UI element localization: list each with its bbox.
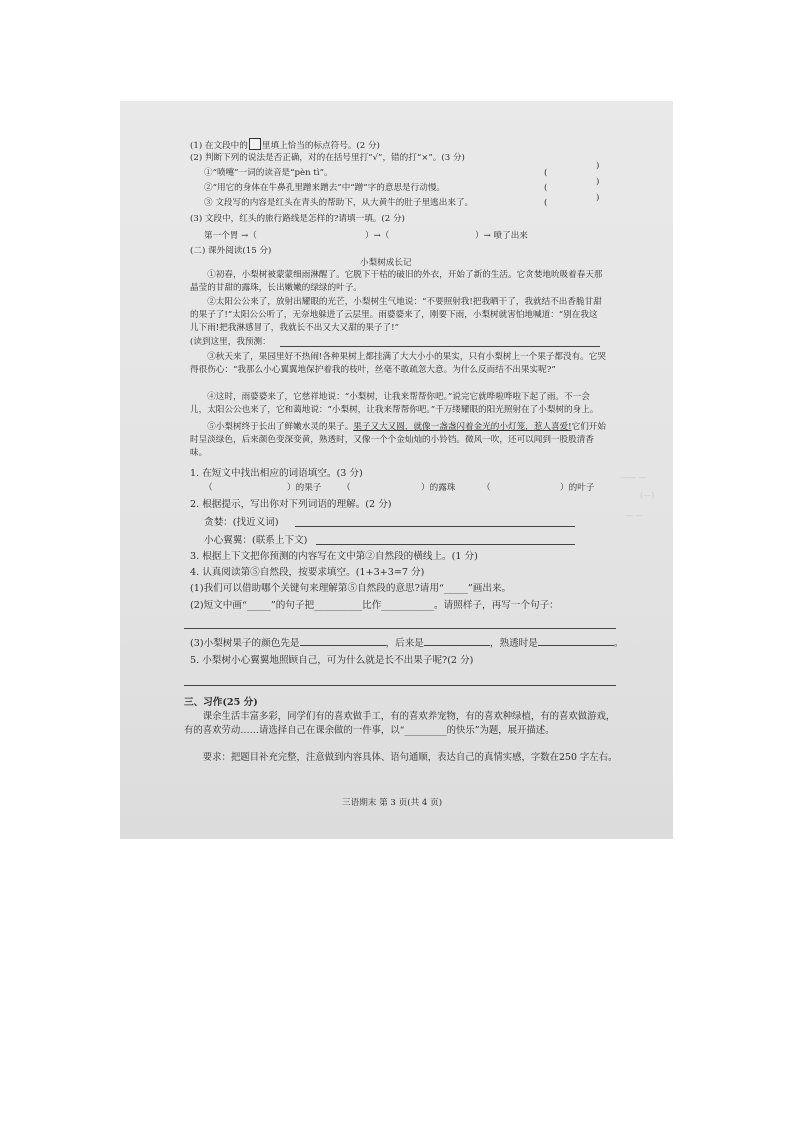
page-footer: 三语期末 第 3 页(共 4 页) — [342, 798, 443, 808]
answer-bracket-open[interactable]: ( — [544, 183, 548, 193]
paragraph-4: ④这时，雨婆婆来了，它慈祥地说：“小梨树，让我来帮帮你吧。”说完它就哗啦哗啦下起了雨。不一会儿，太阳公公也来了，它和蔼地说：“小梨树，让我来帮帮你吧。”千万缕耀眼的阳光照射在了小梨树的身上。 — [190, 392, 599, 415]
answer-bracket-close[interactable]: ) — [596, 161, 600, 171]
fill-fruit: ）的果子 — [287, 483, 322, 493]
fill-leaf: ）的叶子 — [560, 483, 595, 493]
question-5: 5. 小梨树小心翼翼地照顾自己，可为什么就是长不出果子呢?(2 分) — [190, 655, 474, 666]
reading-heading: (二) 课外阅读(15 分) — [190, 246, 272, 256]
question-3: 3. 根据上下文把你预测的内容写在文中第②自然段的横线上。(1 分) — [190, 551, 478, 562]
bleed-through-mark: —— — — [620, 473, 647, 482]
prediction-prompt: (读到这里，我预测： — [190, 337, 271, 347]
punctuation-box[interactable] — [249, 138, 261, 150]
paragraph-5 — [190, 421, 606, 460]
paragraph-1: ①初春，小梨树被蒙蒙细雨淋醒了。它脱下干枯的破旧的外衣，开始了新的生活。它贪婪地吮吸着春天那晶莹的甘甜的露珠，长出嫩嫩的绿绿的叶子。 — [190, 270, 603, 293]
question-1: 1. 在短文中找出相应的词语填空。(3 分) — [190, 468, 363, 479]
question-4-2: (2)短文中画“_____”的句子把__________比作___________。请照样子，再写一个句子： — [190, 600, 559, 611]
q2-item-1: ①“喷嚏”一词的读音是“pèn tì”。 — [204, 168, 333, 178]
bleed-through-mark: — — — [625, 511, 644, 520]
q2-tanlan: 贪婪：(找近义词) — [204, 517, 279, 528]
q2-answer-line-2[interactable] — [316, 544, 575, 545]
q1-text: (1) 在文段中的 — [190, 141, 248, 151]
q2-item-3: ③ 文段写的内容是红头在青头的帮助下，从大黄牛的肚子里逃出来了。 — [204, 198, 474, 208]
question-4: 4. 认真阅读第⑤自然段，按要求填空。(1+3+3=7 分) — [190, 567, 425, 578]
q2-item-2: ②“用它的身体在牛鼻孔里蹭来蹭去”中“蹭”字的意思是行动慢。 — [204, 183, 446, 193]
composition-prompt: 课余生活丰富多彩，同学们有的喜欢做手工，有的喜欢养宠物，有的喜欢种绿植，有的喜欢做游戏，有的喜欢劳动……请选择自己在课余做的一件事，以“_________的快乐”为题，展开描述。 — [184, 711, 616, 736]
q4-3-a: (3)小梨树果子的颜色先是 — [190, 638, 300, 649]
paragraph-2: ②太阳公公来了，放射出耀眼的光芒，小梨树生气地说：“不要照射我!把我晒干了，我就结不出香脆甘甜的果子了!”太阳公公听了，无奈地躲进了云层里。雨婆婆来了，刚要下雨，小梨树就害怕地喊道：“别在我这儿下雨!把我淋感冒了，我就长不出又大又甜的果子了!” — [190, 297, 602, 333]
bleed-through-mark: (—) — [640, 491, 655, 500]
q3-text: (3) 文段中，红头的旅行路线是怎样的?请填一填。(2 分) — [190, 214, 405, 224]
answer-bracket-open[interactable]: ( — [544, 198, 548, 208]
q4-3-b: ，后来是 — [385, 638, 424, 649]
composition-heading: 三、习作(25 分) — [184, 697, 258, 708]
prediction-line[interactable] — [280, 346, 600, 347]
fill-dew: ）的露珠 — [421, 483, 456, 493]
story-title: 小梨树成长记 — [360, 258, 412, 268]
q4-3-c: ，熟透时是 — [489, 638, 538, 649]
paragraph-5-b: 它们开始时呈淡绿色，后来颜色变深变黄，熟透时，又像一个个金灿灿的小铃铛。微风一吹，还可以闻到一股股清香味。 — [190, 422, 606, 458]
answer-bracket-close[interactable]: ) — [596, 177, 600, 187]
q4-3-blank-1[interactable] — [300, 645, 386, 646]
exam-page-photo — [120, 101, 673, 839]
q2-answer-line-1[interactable] — [295, 526, 575, 527]
paragraph-5-a: ⑤小梨树终于长出了鲜嫩水灵的果子。 — [207, 422, 354, 432]
q4-answer-line[interactable] — [184, 628, 616, 629]
q5-answer-line[interactable] — [184, 685, 616, 686]
q1-text-b: 里填上恰当的标点符号。(2 分) — [261, 141, 380, 151]
key-sentence-underlined: 果子又大又圆，就像一盏盏闪着金光的小灯笼，惹人喜爱! — [353, 422, 572, 432]
answer-bracket-close[interactable]: ) — [596, 193, 600, 203]
q1-line — [190, 138, 380, 152]
question-4-1: (1)我们可以借助哪个关键句来理解第⑤自然段的意思?请用“_____”画出来。 — [190, 583, 512, 594]
route-mid: ）→（ — [365, 231, 390, 241]
question-4-3: (3)小梨树果子的颜色先是 ，后来是 ，熟透时是 。 — [190, 638, 624, 649]
fill-open-3[interactable]: （ — [482, 483, 491, 493]
q4-3-blank-2[interactable] — [424, 645, 490, 646]
answer-bracket-open[interactable]: ( — [544, 168, 548, 178]
fill-open-2[interactable]: （ — [342, 483, 351, 493]
question-2: 2. 根据提示，写出你对下列词语的理解。(2 分) — [190, 499, 392, 510]
route-end: ）→ 喷了出来 — [475, 231, 528, 241]
q2-text: (2) 判断下列的说法是否正确，对的在括号里打“√”，错的打“×”。(3 分) — [190, 153, 465, 163]
q2-xiaoxin: 小心翼翼：(联系上下文) — [204, 535, 308, 546]
route-start: 第一个胃 →（ — [204, 231, 257, 241]
q4-3-blank-3[interactable] — [538, 645, 614, 646]
fill-open-1[interactable]: （ — [204, 483, 213, 493]
paragraph-3: ③秋天来了，果园里好不热闹!各种果树上都挂满了大大小小的果实，只有小梨树上一个果子都没有。它哭得很伤心：“我那么小心翼翼地保护着我的枝叶，丝毫不敢疏忽大意。为什么反而结不出果实呢?” — [190, 352, 606, 375]
composition-requirements: 要求：把题目补充完整，注意做到内容具体、语句通顺，表达自己的真情实感，字数在250 字左右。 — [202, 752, 618, 763]
